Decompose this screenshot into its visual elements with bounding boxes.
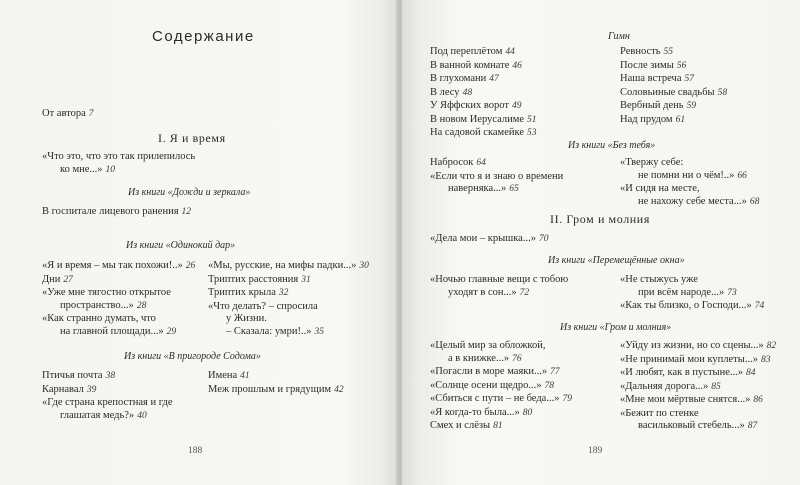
toc-entry: «Целый мир за обложкой, а в книжке...» 76 [430, 340, 546, 364]
toc-column [620, 157, 759, 209]
subsection-title: Из книги «Одинокий дар» [126, 240, 236, 251]
page-number: 188 [188, 446, 203, 456]
toc-entry: После зимы 56 [620, 59, 687, 71]
toc-entry: «Сбиться с пути – не беда...» 79 [430, 393, 572, 404]
toc-entry: Ревность 55 [620, 46, 673, 57]
toc-entry: Птичья почта 38 [42, 370, 116, 381]
toc-entry: В лесу 48 [430, 86, 473, 98]
toc-entry: В госпитале лицевого ранения 12 [42, 206, 192, 217]
toc-entry: В ванной комнате 46 [430, 59, 522, 71]
toc-column [208, 260, 369, 339]
toc-entry: «Что это, что это так прилепилось ко мне...» 10 [42, 151, 196, 175]
toc-entry: Под переплётом 44 [430, 46, 515, 57]
toc-entry: «Дела мои – крышка...» 70 [430, 233, 549, 244]
toc-entry: Меж прошлым и грядущим 42 [208, 383, 344, 395]
toc-column [620, 340, 776, 434]
toc-column [620, 46, 727, 127]
toc-entry: «Не стыжусь уже при всём народе...» 73 [620, 274, 737, 298]
toc-entry: «Твержу себе: не помни ни о чём!..» 66 [620, 157, 747, 181]
toc-column [430, 274, 568, 300]
toc-entry: Набросок 64 [430, 157, 486, 168]
right-page [402, 0, 800, 485]
toc-entry: «Я и время – мы так похожи!..» 26 [42, 260, 196, 271]
toc-entry: Наша встреча 57 [620, 73, 694, 84]
toc-entry: «Как ты близко, о Господи...» 74 [620, 300, 765, 311]
toc-column [620, 274, 764, 314]
toc-column [42, 370, 173, 423]
subsection-title: Из книги «Без тебя» [568, 140, 656, 151]
toc-entry: Имена 41 [208, 370, 250, 381]
left-page [0, 0, 398, 485]
subsection-title: Из книги «В пригороде Содома» [124, 351, 261, 362]
subsection-title: Гимн [608, 31, 630, 42]
toc-column [430, 46, 537, 141]
section-title: II. Гром и молния [550, 212, 650, 226]
page-number: 189 [588, 446, 603, 456]
subsection-title: Из книги «Дожди и зеркала» [128, 187, 251, 198]
toc-entry: «Мне мои мёртвые снятся...» 86 [620, 394, 763, 405]
toc-entry: В новом Иерусалиме 51 [430, 113, 537, 125]
toc-entry: Дни 27 [42, 273, 73, 285]
toc-column [42, 260, 195, 339]
toc-entry: На садовой скамейке 53 [430, 127, 537, 138]
toc-column [208, 370, 344, 397]
subsection-title: Из книги «Перемещённые окна» [548, 255, 685, 266]
toc-entry: Триптих расстояния 31 [208, 273, 311, 285]
toc-entry: «Уже мне тягостно открытое пространство...» 28 [42, 287, 171, 311]
toc-entry: Триптих крыла 32 [208, 287, 289, 298]
toc-entry: «И любят, как в пустыне...» 84 [620, 367, 756, 378]
toc-entry: «Уйду из жизни, но со сцены...» 82 [620, 340, 777, 351]
toc-entry: Карнавал 39 [42, 383, 97, 395]
toc-entry: «Я когда-то была...» 80 [430, 406, 533, 418]
toc-entry: «Дальняя дорога...» 85 [620, 380, 721, 392]
toc-entry: У Яффских ворот 49 [430, 100, 522, 111]
toc-entry: «И сидя на месте, не нахожу себе места...» 68 [620, 183, 760, 207]
toc-entry: «Погасли в море маяки...» 77 [430, 366, 560, 377]
toc-entry: «Не принимай мои куплеты...» 83 [620, 353, 771, 365]
toc-entry: «Солнце осени щедро...» 78 [430, 379, 555, 391]
toc-entry: Вербный день 59 [620, 100, 697, 111]
toc-entry: Соловьиные свадьбы 58 [620, 86, 728, 98]
toc-entry: «Бежит по стенке васильковый стебель...» 87 [620, 407, 758, 431]
toc-column [430, 340, 572, 434]
toc-entry: В глухомани 47 [430, 73, 499, 84]
toc-entry: «Что делать? – спросила у Жизни. – Сказала: умри!..» 35 [208, 300, 324, 337]
toc-column [430, 157, 563, 197]
toc-entry: Над прудом 61 [620, 113, 686, 125]
toc-entry: «Если что я и знаю о времени наверняка...» 65 [430, 170, 564, 194]
toc-entry: «Где страна крепостная и где глашатая медь?» 40 [42, 397, 173, 421]
toc-entry: «Ночью главные вещи с тобою уходят в сон...» 72 [430, 274, 569, 298]
toc-entry: «Мы, русские, на мифы падки...» 30 [208, 260, 369, 271]
toc-entry: От автора 7 [42, 108, 94, 119]
section-title: I. Я и время [158, 131, 226, 145]
subsection-title: Из книги «Гром и молния» [560, 322, 672, 333]
toc-entry: «Как странно думать, что на главной площади...» 29 [42, 313, 177, 337]
page-heading: Содержание [152, 28, 255, 45]
toc-entry: Смех и слёзы 81 [430, 420, 503, 431]
